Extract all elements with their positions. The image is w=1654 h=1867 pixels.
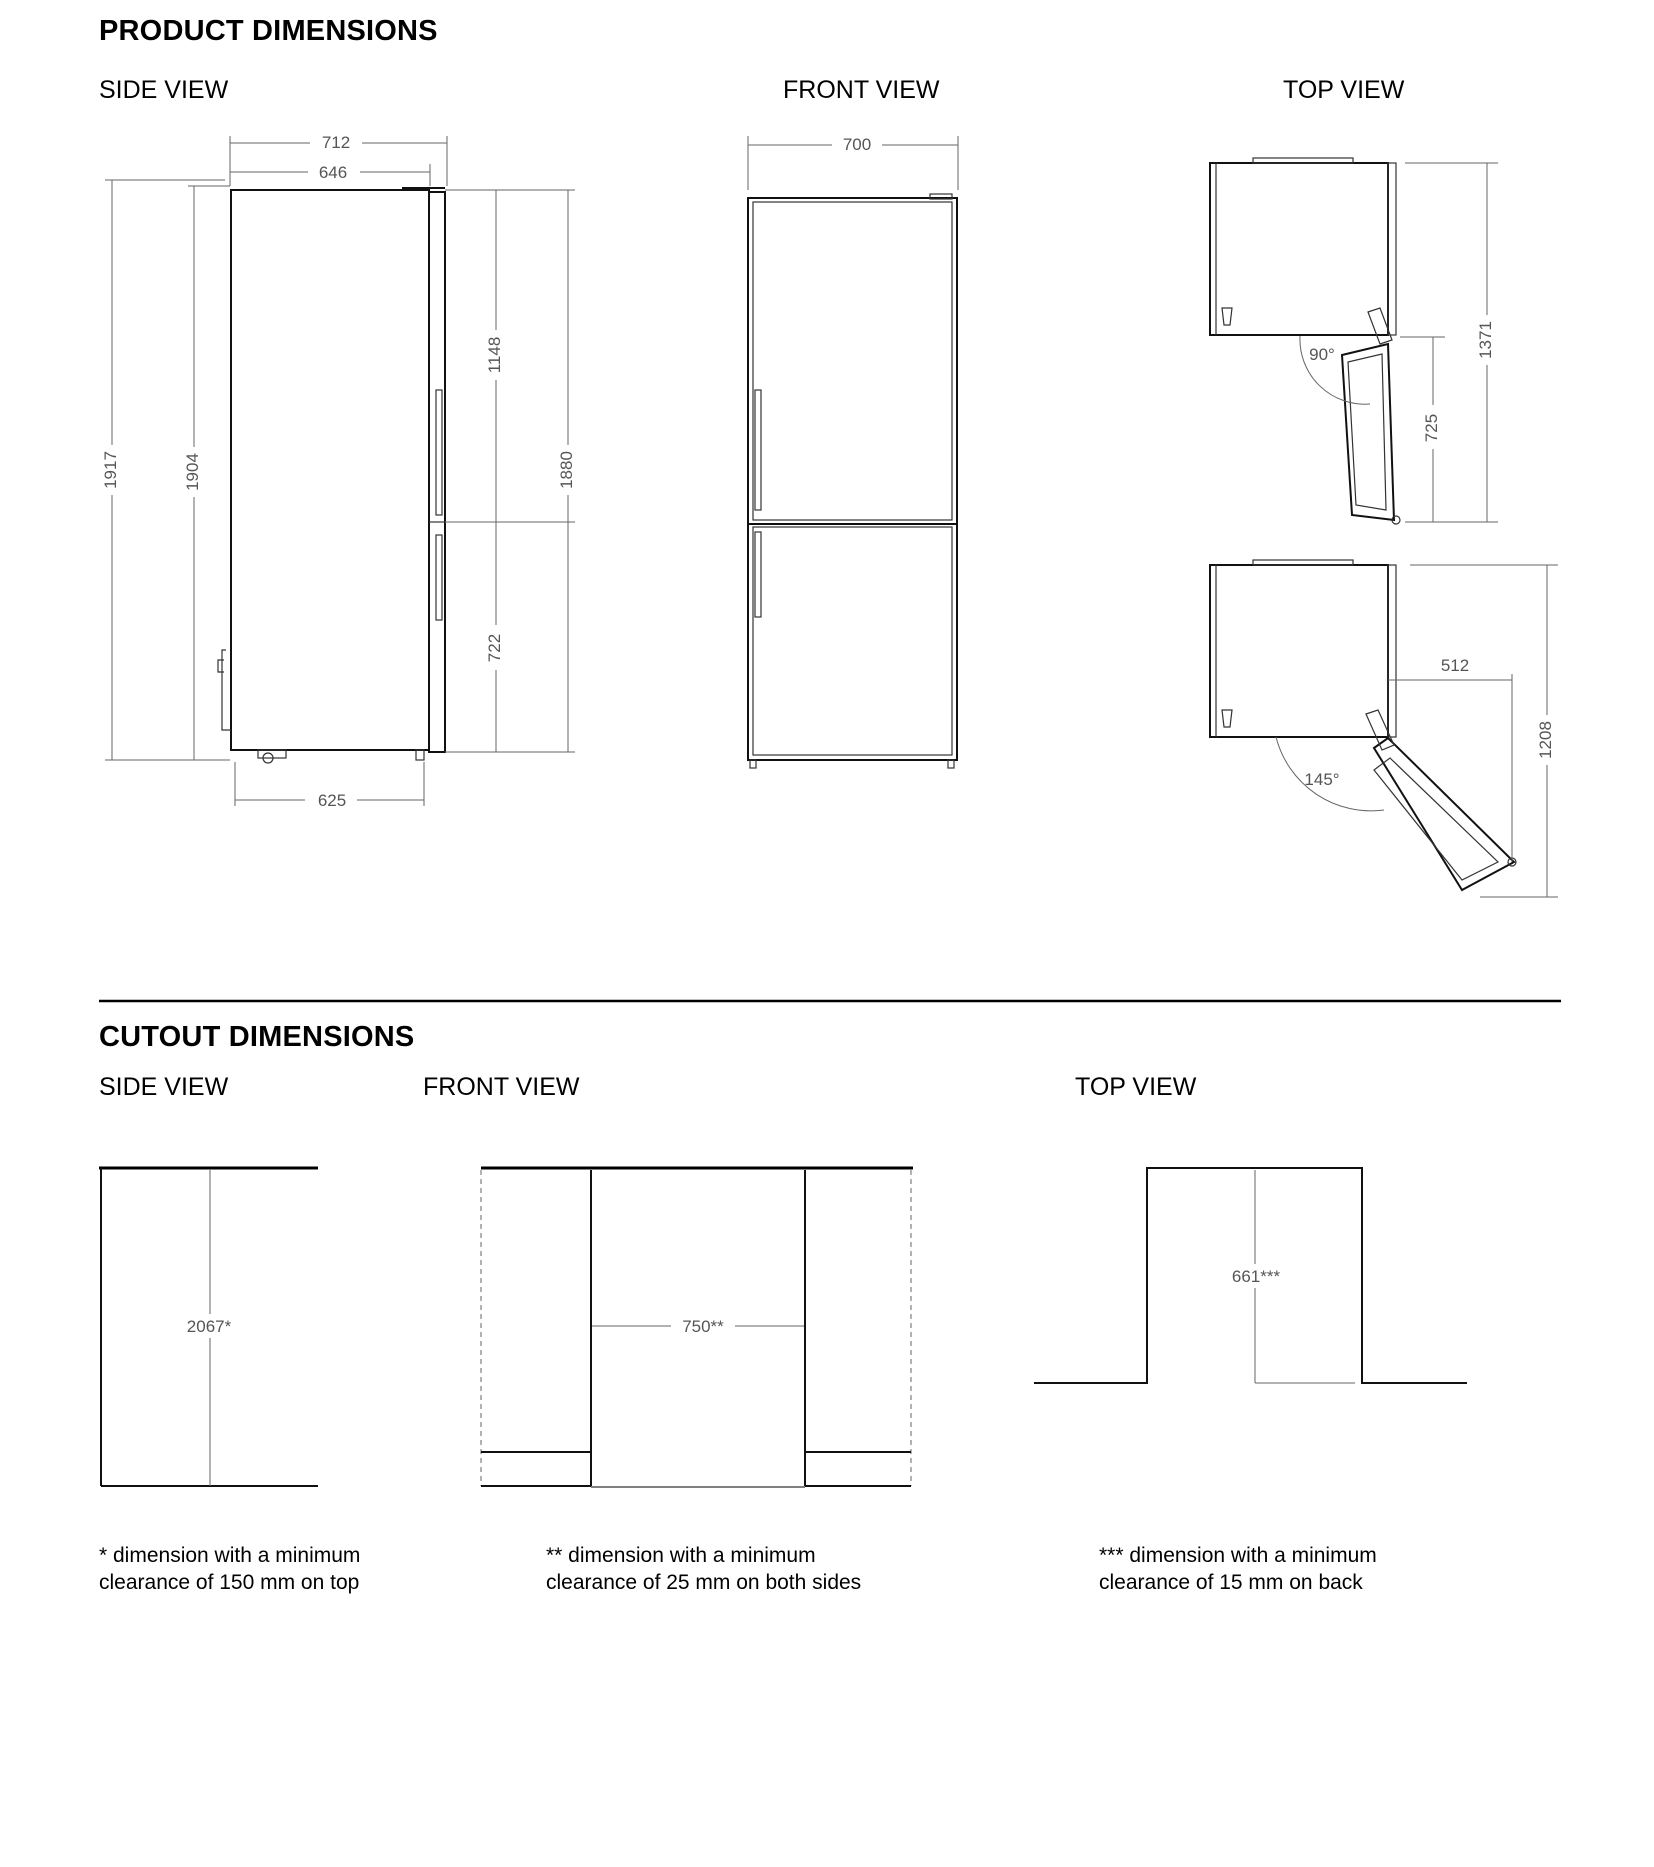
dim-cutout-depth: 661*** bbox=[1231, 1267, 1281, 1286]
dim-top145-angle: 145° bbox=[1304, 770, 1340, 789]
cutout-side-view-drawing bbox=[99, 1168, 318, 1486]
product-dimensions-heading: PRODUCT DIMENSIONS bbox=[99, 15, 438, 47]
side-fridge-handle bbox=[436, 390, 442, 515]
dim-front-width: 700 bbox=[842, 135, 872, 154]
side-body bbox=[231, 190, 429, 750]
front-left-foot bbox=[750, 760, 756, 768]
dim-top90-total: 1371 bbox=[1476, 321, 1495, 359]
side-door bbox=[429, 192, 445, 752]
dim-top145-total: 1208 bbox=[1536, 721, 1555, 759]
side-front-foot bbox=[416, 750, 424, 760]
dim-side-fridge: 1148 bbox=[485, 336, 504, 374]
dim-side-height-1880: 1880 bbox=[557, 451, 576, 489]
dim-side-depth-body: 646 bbox=[318, 163, 348, 182]
cutout-front-view-drawing bbox=[481, 1168, 913, 1487]
dim-cutout-width: 750** bbox=[682, 1317, 724, 1336]
side-back-hook bbox=[218, 650, 231, 730]
top90-body bbox=[1210, 163, 1388, 335]
dim-top145-side: 512 bbox=[1440, 656, 1470, 675]
dim-side-freezer: 722 bbox=[485, 633, 504, 663]
cutout-dimensions-heading: CUTOUT DIMENSIONS bbox=[99, 1021, 415, 1053]
top145-door bbox=[1374, 738, 1514, 890]
product-top-view-label: TOP VIEW bbox=[1283, 76, 1405, 104]
dim-side-depth-total: 712 bbox=[321, 133, 351, 152]
product-top-view-145-drawing bbox=[1210, 560, 1559, 897]
cutout-front-view-label: FRONT VIEW bbox=[423, 1073, 580, 1101]
cutout-top-view-label: TOP VIEW bbox=[1075, 1073, 1197, 1101]
dim-side-bottom: 625 bbox=[317, 791, 347, 810]
front-body bbox=[748, 198, 957, 760]
product-top-view-90-drawing bbox=[1210, 158, 1499, 524]
product-front-view-drawing bbox=[748, 133, 958, 768]
product-side-view-drawing bbox=[100, 131, 580, 810]
product-side-view-label: SIDE VIEW bbox=[99, 76, 229, 104]
top145-body bbox=[1210, 565, 1388, 737]
cutout-top-note: *** dimension with a minimum clearance of 15 mm on back bbox=[1099, 1544, 1377, 1594]
top90-door bbox=[1342, 344, 1394, 520]
cutout-side-view-label: SIDE VIEW bbox=[99, 1073, 229, 1101]
front-right-foot bbox=[948, 760, 954, 768]
front-fridge-handle bbox=[755, 390, 761, 510]
dim-side-height-total: 1917 bbox=[101, 451, 120, 489]
side-freezer-handle bbox=[436, 535, 442, 620]
dim-side-height-body: 1904 bbox=[183, 453, 202, 491]
cutout-side-note: * dimension with a minimum clearance of 150 mm on top bbox=[99, 1544, 361, 1594]
dim-top90-door: 725 bbox=[1422, 413, 1441, 443]
cutout-top-view-drawing bbox=[1034, 1168, 1467, 1383]
dim-top90-angle: 90° bbox=[1309, 345, 1335, 364]
side-rear-foot bbox=[258, 750, 286, 758]
product-front-view-label: FRONT VIEW bbox=[783, 76, 940, 104]
cutout-front-note: ** dimension with a minimum clearance of 25 mm on both sides bbox=[546, 1544, 862, 1594]
front-freezer-handle bbox=[755, 532, 761, 617]
dim-cutout-height: 2067* bbox=[186, 1317, 232, 1336]
